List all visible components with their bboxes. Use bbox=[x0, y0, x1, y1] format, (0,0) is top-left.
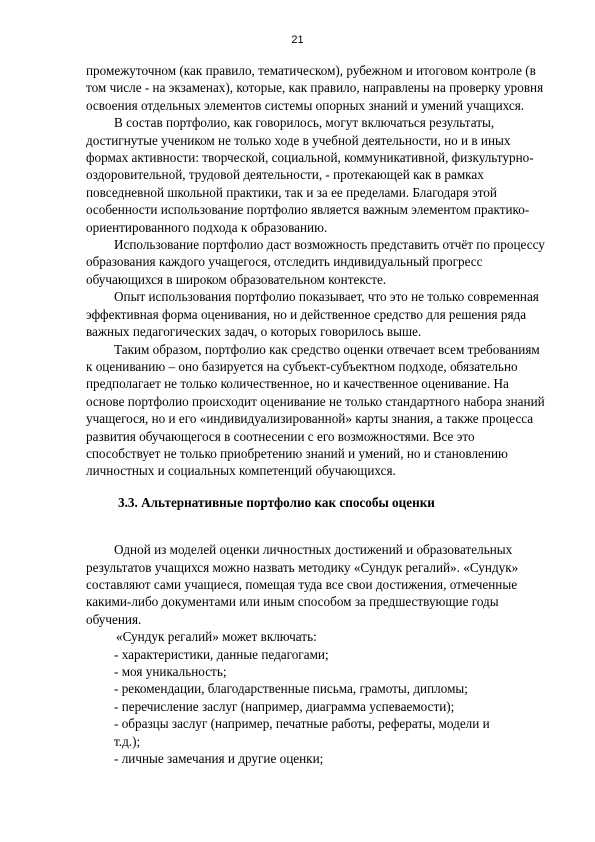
list-item: - моя уникальность; bbox=[114, 664, 227, 679]
paragraph-4: Опыт использования портфолио показывает, что это не только современная эффективная форма оценивания, но и действенное средство для решения ряда важных педагогических задач, о которых говорилось выше. bbox=[86, 289, 539, 340]
paragraph-3: Использование портфолио даст возможность представить отчёт по процессу образования каждого учащегося, отследить индивидуальный прогресс обучающихся в широком образовательном контексте. bbox=[86, 237, 545, 287]
paragraph-2: В состав портфолио, как говорилось, могут включаться результаты, достигнутые учеником не только ходе в учебной деятельности, но и в иных формах активности: творческой, социальной, коммуникативной, физкультурно-оздоровительной, трудовой деятельности, - протекающей как в рамках повседневной школьной практики, так и за ее пределами. Благодаря этой особенности использование портфолио является важным элементом практико-ориентированного подхода к образованию. bbox=[86, 115, 534, 235]
paragraph-1: промежуточном (как правило, тематическом), рубежном и итоговом контроле (в том числе - на экзаменах), которые, как правило, направлены на проверку уровня освоения отдельных элементов системы опорных знаний и умений учащихся. bbox=[86, 63, 544, 113]
paragraph-5: Таким образом, портфолио как средство оценки отвечает всем требованиям к оцениванию – оно базируется на субъект-субъектном подходе, обязательно предполагает не только количественное, но и качественное оценивание. На основе портфолио происходит оценивание не только стандартного набора знаний учащегося, но и его «индивидуализированной» карты знания, а также процесса развития обучающегося в соотнесении с его возможностями. Все это способствует не только приобретению знаний и умений, но и становлению личностных и социальных компетенций обучающихся. bbox=[86, 341, 545, 479]
list-item: - перечисление заслуг (например, диаграмма успеваемости); bbox=[114, 698, 455, 714]
page-number: 21 bbox=[291, 34, 304, 46]
document-body bbox=[86, 62, 548, 767]
list-item-continuation: т.д.); bbox=[114, 733, 141, 749]
list-lead: «Сундук регалий» может включать: bbox=[116, 629, 317, 645]
list-item: - образцы заслуг (например, печатные работы, рефераты, модели и bbox=[114, 716, 490, 732]
section-paragraph: Одной из моделей оценки личностных достижений и образовательных результатов учащихся можно назвать методику «Сундук регалий». «Сундук» составляют сами учащиеся, помещая туда все свои достижения, отмеченные какими-либо документами или иным способом за предшествующие годы обучения. bbox=[86, 542, 519, 627]
section-heading: 3.3. Альтернативные портфолио как способы оценки bbox=[118, 494, 435, 510]
list-item: - характеристики, данные педагогами; bbox=[114, 646, 329, 662]
list-item: - рекомендации, благодарственные письма, грамоты, дипломы; bbox=[114, 681, 468, 697]
list-item: - личные замечания и другие оценки; bbox=[114, 751, 324, 767]
